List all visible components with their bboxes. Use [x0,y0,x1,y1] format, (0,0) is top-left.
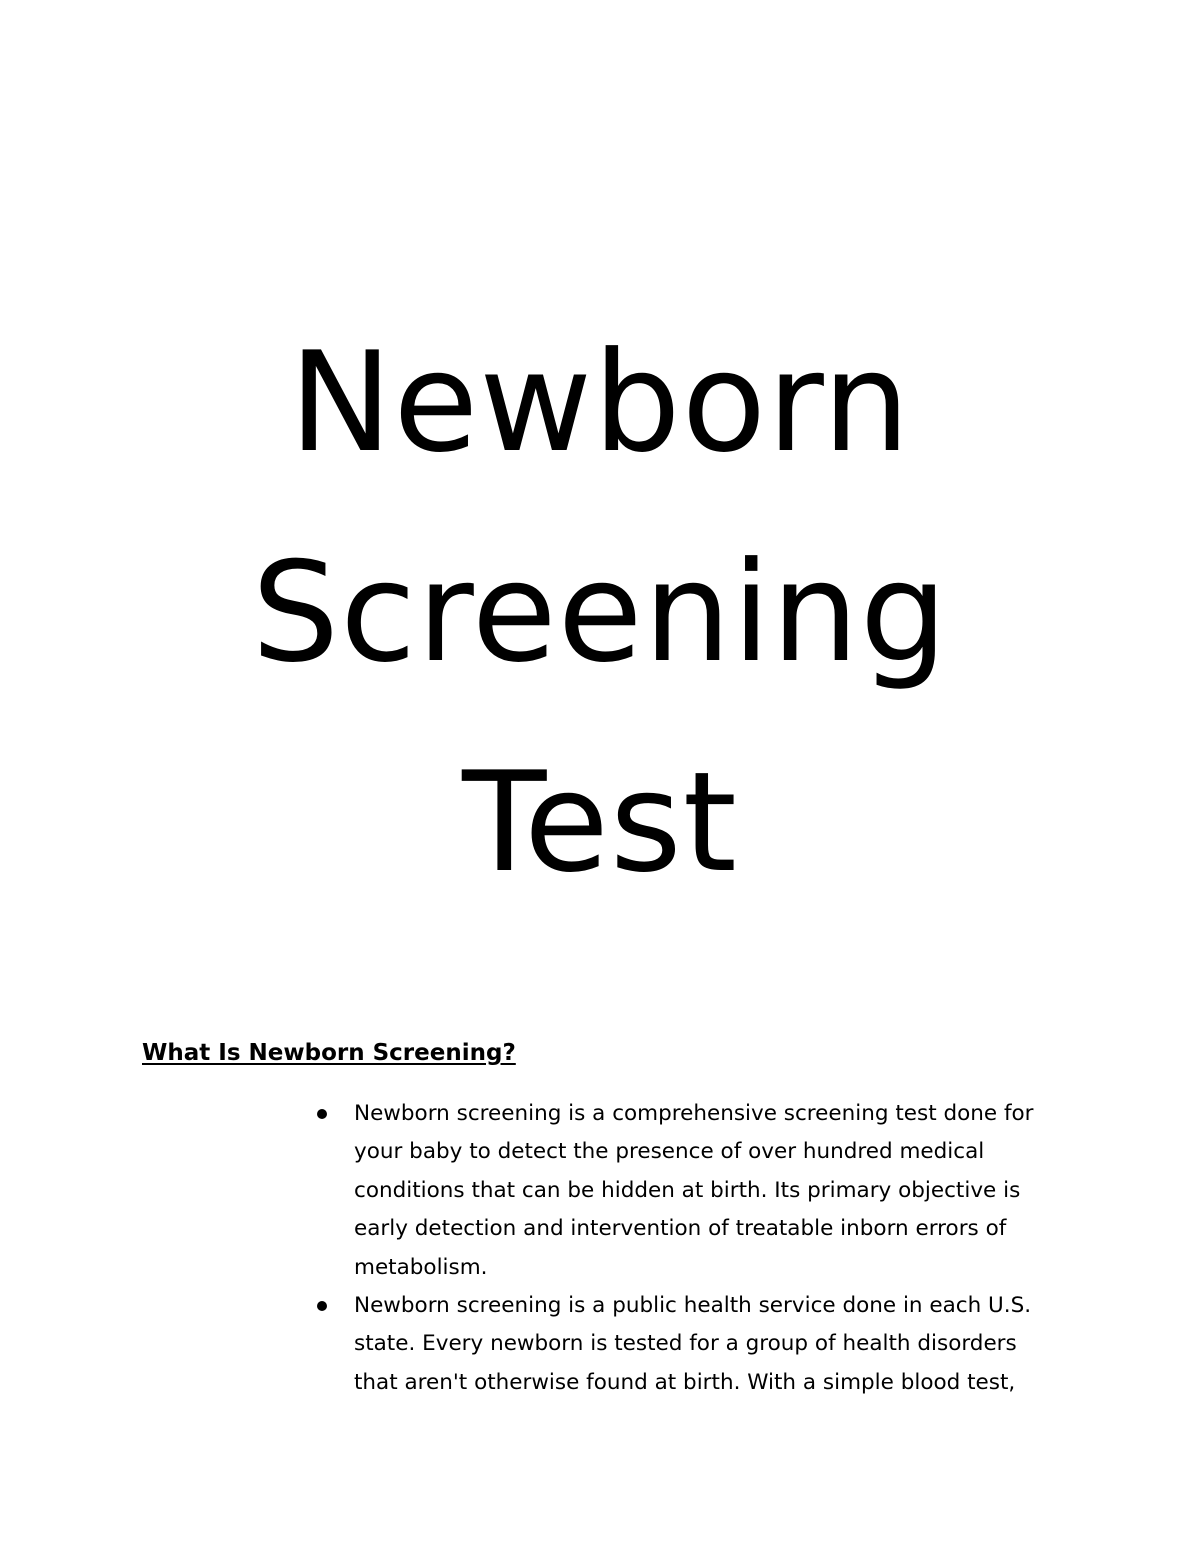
bullet-text-line: state. Every newborn is tested for a group of health disorders [354,1331,1017,1357]
title-line: Newborn [289,322,911,483]
bullet-text-line: Newborn screening is a public health service done in each U.S. [354,1293,1032,1319]
bullet-icon [317,1109,327,1119]
bullet-text-line: metabolism. [354,1254,488,1280]
document-title [0,298,1200,928]
bullet-text-line: your baby to detect the presence of over hundred medical [354,1139,985,1165]
title-line: Test [462,742,738,903]
title-line: Screening [251,532,949,693]
section-heading: What Is Newborn Screening? [142,1040,516,1066]
bullet-list [310,1095,1070,1402]
bullet-text-line: conditions that can be hidden at birth. Its primary objective is [354,1177,1021,1203]
bullet-text-line: Newborn screening is a comprehensive screening test done for [354,1101,1034,1126]
bullet-icon [317,1301,327,1311]
bullet-text-line: that aren't otherwise found at birth. With a simple blood test, [354,1369,1016,1395]
bullet-text-line: early detection and intervention of treatable inborn errors of [354,1216,1007,1242]
list-item [310,1287,1070,1402]
list-item [310,1095,1070,1287]
